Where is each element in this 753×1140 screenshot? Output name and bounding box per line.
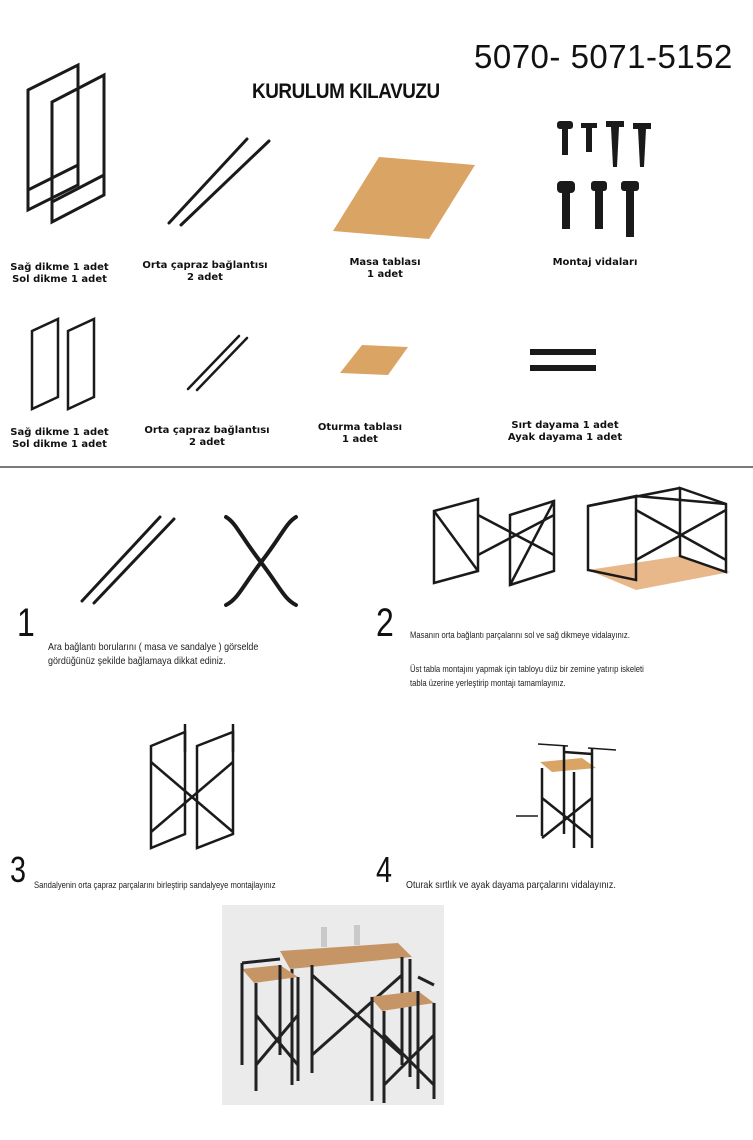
step-instruction-line: Masanın orta bağlantı parçalarını sol ve sağ dikmeye vidalayınız. <box>410 630 630 640</box>
step-instruction <box>34 878 276 892</box>
step-number: 3 <box>10 849 27 890</box>
part-caption-backrest-footrest <box>495 420 635 444</box>
part-caption-line: Oturma tablası <box>317 422 403 433</box>
step-instruction-line: tabla üzerine yerleştirip montajı tamamlayınız. <box>410 678 566 688</box>
table-cross-braces-illustration <box>165 135 275 230</box>
part-caption-line: Orta çapraz bağlantısı <box>144 425 270 436</box>
finished-product-photo <box>222 905 444 1105</box>
product-codes: 5070- 5071-5152 <box>474 38 733 75</box>
table-legs-illustration <box>20 60 120 220</box>
part-caption-line: Sağ dikme 1 adet <box>10 427 109 438</box>
part-caption-line: 2 adet <box>189 437 225 448</box>
step4-chair-assembly-illustration <box>512 738 622 854</box>
step-number: 2 <box>376 601 394 645</box>
step-number: 4 <box>376 849 393 890</box>
step3-chair-frame-illustration <box>145 722 245 857</box>
step-instruction-line: Ara bağlantı borularını ( masa ve sandalye ) görselde <box>48 641 259 653</box>
step1-crossed-braces-illustration <box>222 513 300 609</box>
step-number: 1 <box>17 601 35 645</box>
section-divider <box>0 466 753 468</box>
part-caption-line: Orta çapraz bağlantısı <box>142 260 268 271</box>
part-caption-line: 2 adet <box>187 272 223 283</box>
part-caption-table-top <box>320 257 450 281</box>
step2-table-with-top-illustration <box>580 480 740 600</box>
part-caption-line: Masa tablası <box>349 257 421 268</box>
step-instruction <box>406 878 616 892</box>
part-caption-table-legs <box>2 262 117 286</box>
seat-top-illustration <box>340 345 408 375</box>
step-instruction <box>410 662 644 690</box>
part-caption-chair-braces <box>142 425 272 449</box>
part-caption-line: Sol dikme 1 adet <box>12 274 107 285</box>
step-instruction-line: Üst tabla montajını yapmak için tabloyu düz bir zemine yatırıp iskeleti <box>410 664 644 674</box>
finished-table-and-stools-illustration <box>222 905 444 1105</box>
part-caption-table-braces <box>140 260 270 284</box>
part-caption-line: 1 adet <box>367 269 403 280</box>
step2-frame-assembly-illustration <box>430 495 570 590</box>
step1-parallel-braces-illustration <box>78 513 178 605</box>
step-instruction <box>48 640 258 668</box>
step-instruction-line: Sandalyenin orta çapraz parçalarını birleştirip sandalyeye montajlayınız <box>34 880 276 890</box>
part-caption-line: 1 adet <box>342 434 378 445</box>
part-caption-line: Sol dikme 1 adet <box>12 439 107 450</box>
part-caption-screws <box>540 257 650 269</box>
screws-illustration <box>553 115 658 240</box>
part-caption-line: Sırt dayama 1 adet <box>511 420 619 431</box>
step-instruction-line: gördüğünüz şekilde bağlamaya dikkat ediniz. <box>48 655 226 667</box>
part-caption-seat <box>300 422 420 446</box>
part-caption-line: Ayak dayama 1 adet <box>507 432 623 443</box>
table-top-illustration <box>333 157 475 239</box>
part-caption-chair-legs <box>2 427 117 451</box>
page-title: KURULUM KILAVUZU <box>252 80 440 103</box>
part-caption-line: Sağ dikme 1 adet <box>10 262 109 273</box>
step-instruction-line: Oturak sırtlık ve ayak dayama parçalarını vidalayınız. <box>406 879 616 891</box>
chair-cross-braces-illustration <box>185 333 250 393</box>
backrest-footrest-illustration <box>528 345 598 375</box>
chair-legs-illustration <box>28 313 100 413</box>
part-caption-line: Montaj vidaları <box>552 257 638 268</box>
step-instruction <box>410 628 630 642</box>
